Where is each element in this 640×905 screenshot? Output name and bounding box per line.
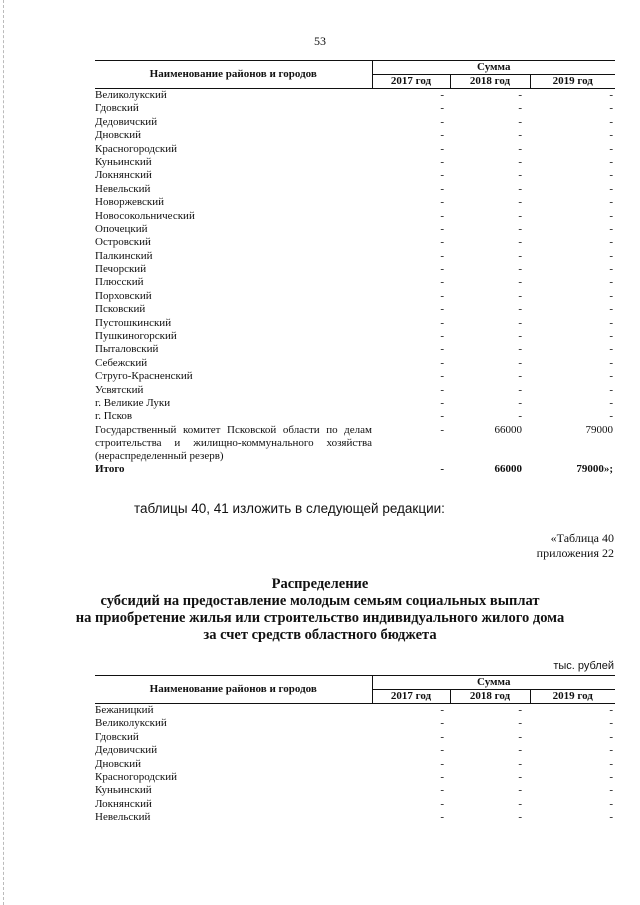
- table-row: [95, 771, 615, 784]
- value-2017: -: [440, 249, 444, 262]
- table-body: [95, 89, 615, 477]
- table-row: [95, 784, 615, 797]
- value-2019: -: [609, 383, 613, 396]
- value-2018: -: [518, 757, 522, 770]
- row-name: Бежаницкий: [95, 704, 154, 716]
- table-row: [95, 744, 615, 757]
- value-2018: -: [518, 115, 522, 128]
- subsidy-table-continued: [95, 60, 615, 476]
- value-2018: -: [518, 717, 522, 730]
- value-2018: -: [518, 102, 522, 115]
- value-2017: -: [440, 303, 444, 316]
- row-name: Опочецкий: [95, 222, 148, 235]
- page-number: 53: [314, 34, 326, 48]
- column-header-sum: Сумма: [372, 676, 615, 690]
- table-row: [95, 196, 615, 209]
- value-2017: -: [440, 209, 444, 222]
- value-2019: -: [609, 222, 613, 235]
- value-2017: -: [440, 784, 444, 797]
- row-name: Себежский: [95, 356, 148, 369]
- table-row: [95, 357, 615, 370]
- value-2017: -: [440, 717, 444, 730]
- value-2017: -: [440, 343, 444, 356]
- table-label-appendix: приложения 22: [536, 546, 614, 560]
- column-header-2018: 2018 год: [450, 75, 530, 89]
- value-2018: -: [518, 182, 522, 195]
- value-2019: -: [609, 236, 613, 249]
- row-name: Локнянский: [95, 169, 152, 182]
- row-name: Красногородский: [95, 770, 178, 783]
- column-header-2019: 2019 год: [530, 75, 615, 89]
- table-row: [95, 169, 615, 182]
- row-name: Порховский: [95, 289, 152, 302]
- value-2019: -: [609, 196, 613, 209]
- table-row: [95, 370, 615, 383]
- row-name: Палкинский: [95, 249, 153, 262]
- column-header-name: Наименование районов и городов: [95, 676, 372, 704]
- value-2019: -: [609, 169, 613, 182]
- value-2018: -: [518, 410, 522, 423]
- amendment-paragraph: таблицы 40, 41 изложить в следующей редакции:: [134, 501, 445, 516]
- value-2018: -: [518, 343, 522, 356]
- row-name: Итого: [95, 462, 125, 475]
- value-2018: -: [518, 155, 522, 168]
- value-2019: -: [609, 811, 613, 824]
- row-name: Новосокольнический: [95, 209, 195, 222]
- value-2018: -: [518, 396, 522, 409]
- value-2019: -: [609, 129, 613, 142]
- table-row: [95, 116, 615, 129]
- row-name: Невельский: [95, 811, 151, 824]
- heading-line: Распределение: [271, 576, 369, 592]
- value-2019: -: [609, 142, 613, 155]
- row-name: Дедовичский: [95, 115, 158, 128]
- value-2018: 66000: [494, 423, 522, 436]
- value-2018: -: [518, 263, 522, 276]
- table-row: [95, 731, 615, 744]
- table-row: [95, 89, 615, 103]
- value-2019: 79000: [585, 423, 613, 436]
- column-header-2017: 2017 год: [372, 690, 450, 704]
- row-name: Струго-Красненский: [95, 370, 193, 383]
- table-label-number: «Таблица 40: [550, 531, 614, 545]
- section-heading: [0, 576, 640, 644]
- value-2019: -: [609, 744, 613, 757]
- row-name: Гдовский: [95, 102, 139, 115]
- heading-line: на приобретение жилья или строительство индивидуального жилого дома: [75, 610, 565, 626]
- value-2018: -: [518, 744, 522, 757]
- value-2019: -: [609, 102, 613, 115]
- value-2019: -: [609, 717, 613, 730]
- row-name: Великолукский: [95, 89, 167, 101]
- value-2019: 79000»;: [576, 462, 613, 475]
- row-name: Плюсский: [95, 276, 144, 289]
- value-2018: -: [518, 356, 522, 369]
- value-2017: -: [440, 263, 444, 276]
- value-2018: -: [518, 770, 522, 783]
- value-2017: -: [440, 704, 444, 716]
- row-name: Государственный комитет Псковской области по делам строительства и жилищно-коммунального хозяйства (нераспределенный резерв): [95, 423, 372, 462]
- heading-line: за счет средств областного бюджета: [203, 627, 437, 643]
- value-2019: -: [609, 303, 613, 316]
- column-header-sum: Сумма: [372, 61, 615, 75]
- value-2017: -: [440, 462, 444, 475]
- table-row: [95, 410, 615, 423]
- table-row: [95, 798, 615, 811]
- value-2017: -: [440, 423, 444, 436]
- table-row: [95, 330, 615, 343]
- value-2019: -: [609, 115, 613, 128]
- heading-line: субсидий на предоставление молодым семьям социальных выплат: [100, 593, 540, 609]
- table-row-total: [95, 463, 615, 476]
- value-2018: -: [518, 383, 522, 396]
- value-2017: -: [440, 330, 444, 343]
- row-name: Куньинский: [95, 155, 152, 168]
- value-2018: -: [518, 129, 522, 142]
- value-2019: -: [609, 276, 613, 289]
- value-2019: -: [609, 209, 613, 222]
- value-2018: -: [518, 370, 522, 383]
- value-2017: -: [440, 196, 444, 209]
- column-header-2019: 2019 год: [530, 690, 615, 704]
- table-row: [95, 143, 615, 156]
- value-2018: 66000: [494, 462, 522, 475]
- value-2019: -: [609, 797, 613, 810]
- table-row-gov-committee: [95, 424, 615, 463]
- row-name: Псковский: [95, 303, 146, 316]
- value-2017: -: [440, 276, 444, 289]
- table-row: [95, 317, 615, 330]
- row-name: Великолукский: [95, 717, 167, 730]
- table-row: [95, 717, 615, 730]
- table-row: [95, 210, 615, 223]
- row-name: г. Псков: [95, 410, 133, 423]
- value-2018: -: [518, 142, 522, 155]
- value-2017: -: [440, 129, 444, 142]
- value-2019: -: [609, 289, 613, 302]
- value-2019: -: [609, 370, 613, 383]
- row-name: Пыталовский: [95, 343, 159, 356]
- table-row: [95, 303, 615, 316]
- table-row: [95, 811, 615, 824]
- value-2017: -: [440, 797, 444, 810]
- table-row: [95, 102, 615, 115]
- table-row: [95, 250, 615, 263]
- value-2018: -: [518, 169, 522, 182]
- value-2017: -: [440, 169, 444, 182]
- value-2017: -: [440, 396, 444, 409]
- value-2018: -: [518, 784, 522, 797]
- value-2019: -: [609, 757, 613, 770]
- value-2019: -: [609, 330, 613, 343]
- value-2018: -: [518, 704, 522, 716]
- row-name: Локнянский: [95, 797, 152, 810]
- value-2018: -: [518, 330, 522, 343]
- column-header-2018: 2018 год: [450, 690, 530, 704]
- value-2017: -: [440, 289, 444, 302]
- value-2019: -: [609, 704, 613, 716]
- value-2017: -: [440, 102, 444, 115]
- column-header-name: Наименование районов и городов: [95, 61, 372, 89]
- table-row: [95, 290, 615, 303]
- value-2017: -: [440, 383, 444, 396]
- value-2017: -: [440, 744, 444, 757]
- value-2019: -: [609, 316, 613, 329]
- table-label: [537, 531, 614, 561]
- units-label: тыс. рублей: [553, 660, 614, 672]
- value-2019: -: [609, 356, 613, 369]
- table-row: [95, 704, 615, 718]
- value-2019: -: [609, 770, 613, 783]
- value-2017: -: [440, 89, 444, 101]
- table-row: [95, 236, 615, 249]
- table-row: [95, 183, 615, 196]
- value-2018: -: [518, 222, 522, 235]
- value-2018: -: [518, 89, 522, 101]
- table-row: [95, 156, 615, 169]
- table-row: [95, 276, 615, 289]
- subsidy-table-40: [95, 675, 615, 825]
- value-2019: -: [609, 343, 613, 356]
- table-row: [95, 343, 615, 356]
- value-2018: -: [518, 303, 522, 316]
- value-2017: -: [440, 410, 444, 423]
- row-name: Дедовичский: [95, 744, 158, 757]
- value-2018: -: [518, 811, 522, 824]
- row-name: Дновский: [95, 757, 142, 770]
- value-2018: -: [518, 276, 522, 289]
- row-name: Усвятский: [95, 383, 144, 396]
- row-name: Пушкиногорский: [95, 330, 177, 343]
- column-header-2017: 2017 год: [372, 75, 450, 89]
- value-2018: -: [518, 209, 522, 222]
- table-row: [95, 129, 615, 142]
- row-name: Пустошкинский: [95, 316, 172, 329]
- value-2018: -: [518, 730, 522, 743]
- value-2017: -: [440, 757, 444, 770]
- value-2019: -: [609, 155, 613, 168]
- binding-edge-line: [3, 0, 5, 905]
- value-2018: -: [518, 316, 522, 329]
- value-2017: -: [440, 811, 444, 824]
- value-2019: -: [609, 263, 613, 276]
- value-2019: -: [609, 89, 613, 101]
- value-2017: -: [440, 222, 444, 235]
- value-2017: -: [440, 155, 444, 168]
- value-2018: -: [518, 196, 522, 209]
- row-name: Дновский: [95, 129, 142, 142]
- table-row: [95, 263, 615, 276]
- value-2018: -: [518, 797, 522, 810]
- value-2018: -: [518, 249, 522, 262]
- row-name: Печорский: [95, 263, 147, 276]
- row-name: Островский: [95, 236, 151, 249]
- value-2017: -: [440, 142, 444, 155]
- table-row: [95, 384, 615, 397]
- row-name: Новоржевский: [95, 196, 165, 209]
- row-name: Невельский: [95, 182, 151, 195]
- value-2019: -: [609, 249, 613, 262]
- value-2017: -: [440, 182, 444, 195]
- value-2017: -: [440, 316, 444, 329]
- value-2019: -: [609, 182, 613, 195]
- value-2019: -: [609, 730, 613, 743]
- table-body: [95, 704, 615, 825]
- value-2019: -: [609, 396, 613, 409]
- value-2017: -: [440, 370, 444, 383]
- value-2019: -: [609, 410, 613, 423]
- value-2017: -: [440, 236, 444, 249]
- value-2017: -: [440, 730, 444, 743]
- row-name: г. Великие Луки: [95, 396, 171, 409]
- value-2019: -: [609, 784, 613, 797]
- row-name: Гдовский: [95, 730, 139, 743]
- value-2017: -: [440, 115, 444, 128]
- table-row: [95, 223, 615, 236]
- value-2018: -: [518, 236, 522, 249]
- table-row: [95, 397, 615, 410]
- row-name: Куньинский: [95, 784, 152, 797]
- value-2017: -: [440, 770, 444, 783]
- value-2018: -: [518, 289, 522, 302]
- value-2017: -: [440, 356, 444, 369]
- table-row: [95, 758, 615, 771]
- row-name: Красногородский: [95, 142, 178, 155]
